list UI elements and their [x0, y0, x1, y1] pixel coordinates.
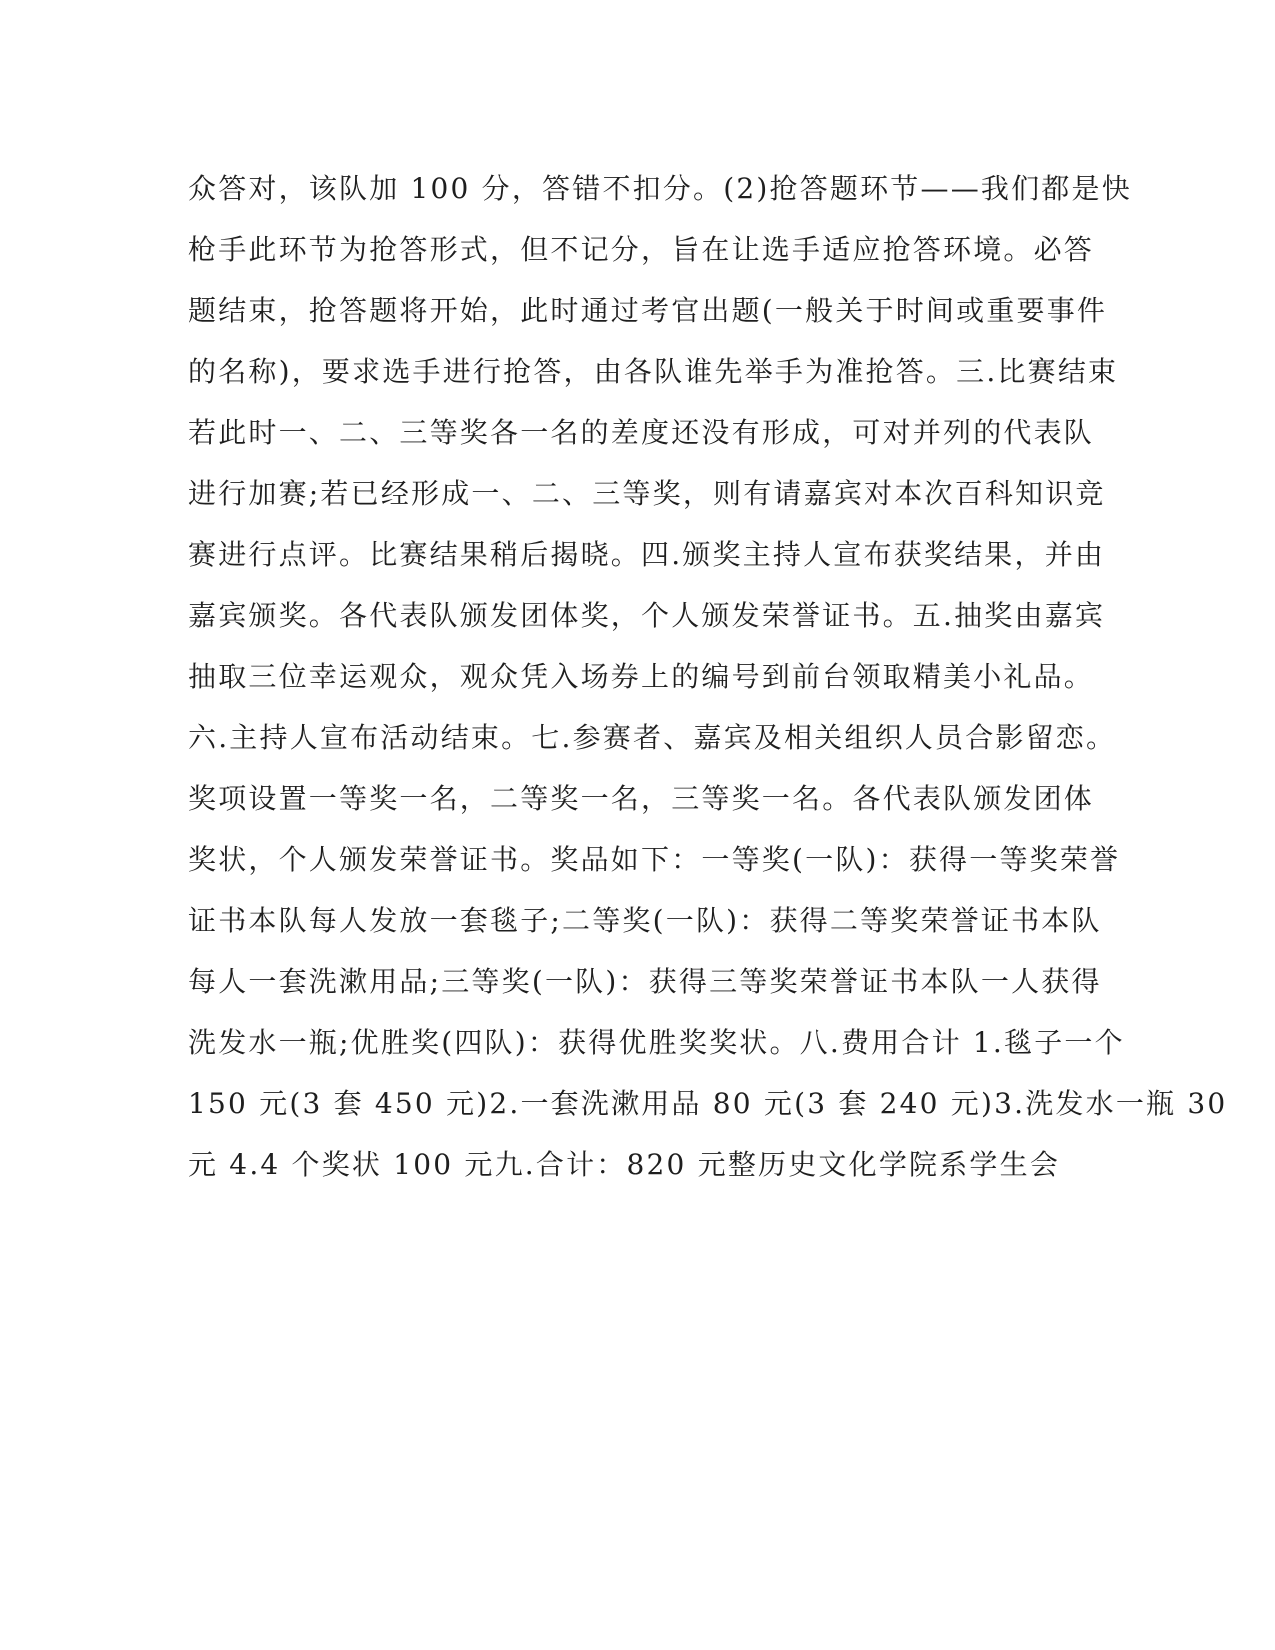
- text-line: 的名称)，要求选手进行抢答，由各队谁先举手为准抢答。三.比赛结束: [188, 355, 1119, 388]
- text-line: 奖状，个人颁发荣誉证书。奖品如下：一等奖(一队)：获得一等奖荣誉: [188, 843, 1121, 876]
- text-line: 枪手此环节为抢答形式，但不记分，旨在让选手适应抢答环境。必答: [188, 233, 1095, 266]
- text-line: 赛进行点评。比赛结果稍后揭晓。四.颁奖主持人宣布获奖结果，并由: [188, 538, 1106, 571]
- text-line: 证书本队每人发放一套毯子;二等奖(一队)：获得二等奖荣誉证书本队: [188, 904, 1102, 937]
- text-line: 洗发水一瓶;优胜奖(四队)：获得优胜奖奖状。八.费用合计 1.毯子一个: [188, 1026, 1125, 1059]
- text-line: 若此时一、二、三等奖各一名的差度还没有形成，可对并列的代表队: [188, 416, 1095, 449]
- text-line: 150 元(3 套 450 元)2.一套洗漱用品 80 元(3 套 240 元)3.洗发水一瓶 30: [188, 1087, 1228, 1120]
- text-line: 题结束，抢答题将开始，此时通过考官出题(一般关于时间或重要事件: [188, 294, 1108, 327]
- text-line: 六.主持人宣布活动结束。七.参赛者、嘉宾及相关组织人员合影留恋。: [188, 721, 1117, 754]
- document-body: [188, 158, 1228, 1195]
- text-line: 众答对，该队加 100 分，答错不扣分。(2)抢答题环节——我们都是快: [188, 172, 1132, 205]
- text-line: 每人一套洗漱用品;三等奖(一队)：获得三等奖荣誉证书本队一人获得: [188, 965, 1102, 998]
- text-line: 进行加赛;若已经形成一、二、三等奖，则有请嘉宾对本次百科知识竞: [188, 477, 1106, 510]
- text-line: 奖项设置一等奖一名，二等奖一名，三等奖一名。各代表队颁发团体: [188, 782, 1095, 815]
- text-line: 抽取三位幸运观众，观众凭入场券上的编号到前台领取精美小礼品。: [188, 660, 1095, 693]
- text-line: 元 4.4 个奖状 100 元九.合计：820 元整历史文化学院系学生会: [188, 1148, 1061, 1181]
- text-line: 嘉宾颁奖。各代表队颁发团体奖，个人颁发荣誉证书。五.抽奖由嘉宾: [188, 599, 1106, 632]
